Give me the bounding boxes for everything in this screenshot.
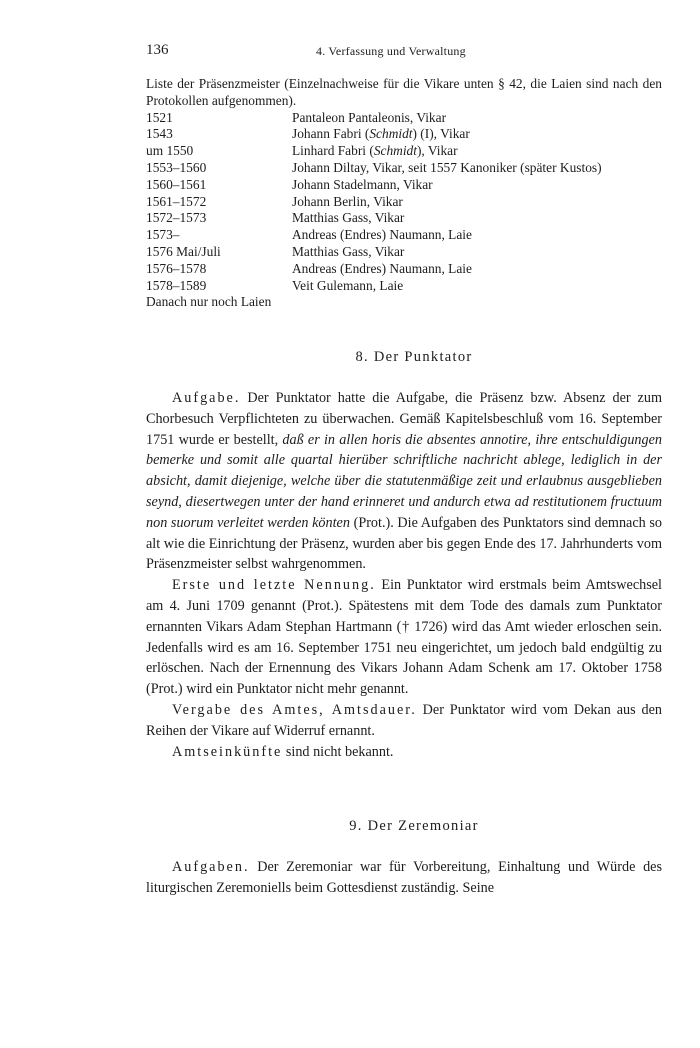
list-item [146, 278, 662, 295]
list-item [146, 227, 662, 244]
paragraph-text: Der Zeremoniar war für Vorbereitung, Einhaltung und Würde des liturgischen Zeremoniells beim Gottesdienst zuständig. Seine [146, 859, 662, 896]
list-name [292, 126, 470, 143]
list-name: Johann Diltay, Vikar, seit 1557 Kanoniker (später Kustos) [292, 159, 602, 175]
list-name: Johann Berlin, Vikar [292, 193, 403, 209]
paragraph-nennung [146, 575, 662, 700]
running-title: 4. Verfassung und Verwaltung [316, 44, 466, 58]
list-closing: Danach nur noch Laien [146, 294, 272, 310]
praesenzmeister-list [146, 110, 662, 295]
list-name-part: ) (I), Vikar [412, 126, 470, 142]
list-name-italic: Schmidt [373, 143, 417, 159]
list-item [146, 210, 662, 227]
list-date: 1521 [146, 109, 173, 125]
paragraph-lead: Aufgabe. [172, 389, 241, 406]
list-name: Andreas (Endres) Naumann, Laie [292, 260, 472, 276]
paragraph-text: Der Punktator hatte die Aufgabe, die Präsenz bzw. Absenz der zum Chorbesuch Verpflichteten zu überwachen. Gemäß Kapitelsbeschluß vom 16. September 1751 wurde er bestellt, [146, 389, 662, 448]
paragraph-text: Der Punktator wird vom Dekan aus den Reihen der Vikare auf Widerruf ernannt. [146, 701, 663, 739]
list-name [292, 143, 458, 160]
list-name-italic: Schmidt [369, 126, 413, 142]
list-item [146, 126, 662, 143]
list-name: Matthias Gass, Vikar [292, 243, 405, 259]
list-name-part: ), Vikar [416, 143, 458, 159]
page-number: 136 [146, 42, 169, 58]
paragraph-lead: Vergabe des Amtes, Amtsdauer. [172, 701, 417, 718]
list-date: 1561–1572 [146, 193, 207, 209]
page-body [146, 76, 662, 899]
list-date: 1543 [146, 126, 173, 142]
list-item [146, 177, 662, 194]
list-name: Veit Gulemann, Laie [292, 277, 404, 293]
list-date: 1553–1560 [146, 159, 207, 175]
paragraph-lead: Amtseinkünfte [172, 743, 283, 760]
list-name: Matthias Gass, Vikar [292, 210, 405, 226]
list-item [146, 160, 662, 177]
paragraph-zeremoniar-aufgaben [146, 857, 662, 899]
paragraph-lead: Aufgaben. [172, 859, 250, 876]
list-name-part: Johann Fabri ( [292, 126, 370, 142]
list-date: 1573– [146, 227, 180, 243]
list-item [146, 261, 662, 278]
list-name-part: Linhard Fabri ( [292, 143, 374, 159]
list-date: 1572–1573 [146, 210, 207, 226]
list-date: 1560–1561 [146, 176, 207, 192]
section-heading-zeremoniar: 9. Der Zeremoniar [349, 818, 479, 835]
paragraph-lead: Erste und letzte Nennung. [172, 577, 376, 594]
list-date: 1576 Mai/Juli [146, 243, 221, 259]
paragraph-text: sind nicht bekannt. [282, 743, 394, 760]
paragraph-text: Ein Punktator wird erstmals beim Amtswechsel am 4. Juni 1709 genannt (Prot.). Spätestens mit dem Tode des damals zum Punktator ernannten Vikars Adam Stephan Hartmann († 1726) wird das Amt wieder erloschen sein. Jedenfalls wird es am 16. September 1751 neu eingerichtet, um jedoch bald endgültig zu erlöschen. Nach der Ernennung des Vikars Johann Adam Schenk am 17. Oktober 1758 (Prot.) wird ein Punktator nicht mehr genannt. [146, 577, 662, 698]
list-name: Andreas (Endres) Naumann, Laie [292, 227, 472, 243]
paragraph-einkuenfte [146, 742, 662, 763]
list-date: um 1550 [146, 143, 194, 159]
paragraph-quote: daß er in allen horis die absentes annotire, ihre entschuldigungen bemerke und somit alle quartal hierüber schriftliche nachricht ablege, lediglich in der absicht, damit diejenige, welche über die statutenmäßige zeit und erlaubnus ausgeblieben seynd, diesertwegen unter der hand erinneret und andurch etwa ad restitutionem fructuum non suorum verleitet werden könten [146, 431, 662, 531]
paragraph-text: (Prot.). Die Aufgaben des Punktators sind demnach so alt wie die Einrichtung der Präsenz, wurden aber bis gegen Ende des 17. Jahrhunderts vom Präsenzmeister selbst wahrgenommen. [146, 514, 662, 573]
list-date: 1576–1578 [146, 260, 207, 276]
page-header [146, 42, 662, 62]
paragraph-vergabe [146, 700, 662, 742]
section-heading-punktator: 8. Der Punktator [355, 349, 473, 366]
list-item [146, 110, 662, 127]
list-date: 1578–1589 [146, 277, 207, 293]
paragraph-aufgabe [146, 388, 662, 575]
list-item [146, 244, 662, 261]
list-name: Pantaleon Pantaleonis, Vikar [292, 109, 447, 125]
list-name: Johann Stadelmann, Vikar [292, 176, 433, 192]
list-item [146, 143, 662, 160]
list-item [146, 194, 662, 211]
list-intro: Liste der Präsenzmeister (Einzelnachweise für die Vikare unten § 42, die Laien sind nach den Protokollen aufgenommen). [146, 76, 662, 108]
